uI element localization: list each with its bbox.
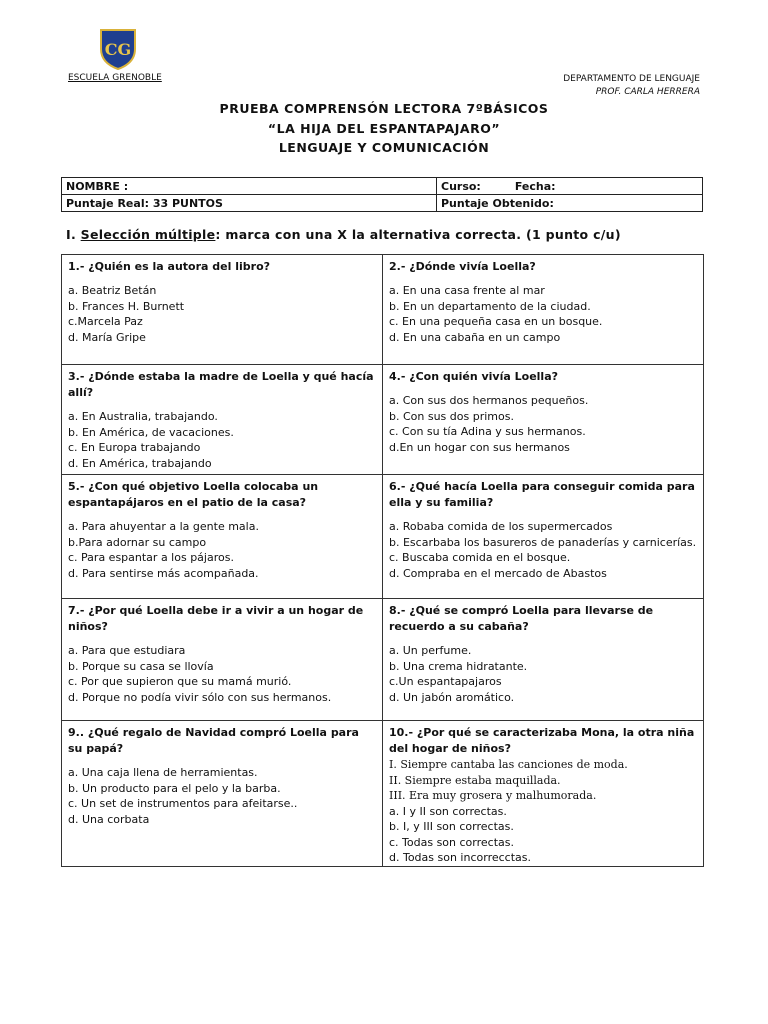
option[interactable]: c. Buscaba comida en el bosque. <box>389 551 571 564</box>
teacher-name: PROF. CARLA HERRERA <box>595 87 700 97</box>
test-title: PRUEBA COMPRENSÓN LECTORA 7ºBÁSICOS <box>219 101 549 116</box>
question-cell <box>383 599 704 721</box>
instructions-text: : marca con una X la alternativa correcta. (1 punto c/u) <box>215 227 621 242</box>
option[interactable]: b. Un producto para el pelo y la barba. <box>68 781 281 795</box>
option[interactable]: a. Robaba comida de los supermercados <box>389 520 613 533</box>
option[interactable]: c. Con su tía Adina y sus hermanos. <box>389 425 586 438</box>
section-number: I. <box>66 227 76 242</box>
option[interactable]: b. Porque su casa se llovía <box>68 659 214 673</box>
subject-title: LENGUAJE Y COMUNICACIÓN <box>278 140 490 155</box>
question-cell <box>383 475 704 599</box>
question-options <box>389 393 697 455</box>
question-cell <box>62 475 383 599</box>
option[interactable]: a. Para ahuyentar a la gente mala. <box>68 520 259 533</box>
option[interactable]: b. Frances H. Burnett <box>68 299 185 313</box>
department-block <box>563 73 700 99</box>
option[interactable]: d. Un jabón aromático. <box>389 690 515 704</box>
option[interactable]: b.Para adornar su campo <box>68 535 207 549</box>
question-text: 10.- ¿Por qué se caracterizaba Mona, la otra niña del hogar de niños? <box>389 726 695 755</box>
option[interactable]: a. En una casa frente al mar <box>389 284 545 297</box>
option[interactable]: d.En un hogar con sus hermanos <box>389 440 570 454</box>
question-cell <box>62 599 383 721</box>
question-options <box>68 643 376 705</box>
question-cell <box>383 365 704 475</box>
department-name: DEPARTAMENTO DE LENGUAJE <box>563 74 700 84</box>
question-options <box>68 765 376 827</box>
question-options <box>389 643 697 705</box>
option[interactable]: c. Por que supieron que su mamá murió. <box>68 675 292 688</box>
option[interactable]: c. Para espantar a los pájaros. <box>68 551 234 564</box>
option[interactable]: c. En una pequeña casa en un bosque. <box>389 315 603 328</box>
svg-text:CG: CG <box>104 40 132 59</box>
question-options <box>68 519 376 581</box>
fecha-field[interactable]: Fecha: <box>514 179 556 193</box>
option[interactable]: a. Con sus dos hermanos pequeños. <box>389 394 589 407</box>
option[interactable]: a. I y II son correctas. <box>389 804 507 818</box>
option[interactable]: c.Un espantapajaros <box>389 675 502 688</box>
option[interactable]: b. I, y III son correctas. <box>389 820 514 833</box>
option[interactable]: b. Una crema hidratante. <box>389 659 528 673</box>
question-cell <box>383 255 704 365</box>
option[interactable]: c.Marcela Paz <box>68 315 143 328</box>
question-statements <box>389 757 697 804</box>
option[interactable]: d. Una corbata <box>68 812 150 826</box>
question-cell <box>62 721 383 867</box>
puntaje-obtenido-field[interactable]: Puntaje Obtenido: <box>437 195 703 212</box>
question-text: 9.. ¿Qué regalo de Navidad compró Loella para su papá? <box>68 726 359 755</box>
curso-fecha-cell <box>437 178 703 195</box>
option[interactable]: b. En un departamento de la ciudad. <box>389 299 591 313</box>
question-text: 6.- ¿Qué hacía Loella para conseguir comida para ella y su familia? <box>389 480 695 509</box>
question-text: 5.- ¿Con qué objetivo Loella colocaba un espantapájaros en el patio de la casa? <box>68 480 319 509</box>
question-text: 3.- ¿Dónde estaba la madre de Loella y qué hacía allí? <box>68 370 374 399</box>
section-name: Selección múltiple <box>80 227 216 242</box>
statement: II. Siempre estaba maquillada. <box>389 773 561 787</box>
option[interactable]: a. Un perfume. <box>389 644 472 657</box>
curso-field[interactable]: Curso: <box>441 179 481 193</box>
statement: III. Era muy grosera y malhumorada. <box>389 789 597 802</box>
question-text: 2.- ¿Dónde vivía Loella? <box>389 260 536 273</box>
question-text: 8.- ¿Qué se compró Loella para llevarse de recuerdo a su cabaña? <box>389 604 654 633</box>
option[interactable]: d. Porque no podía vivir sólo con sus hermanos. <box>68 690 332 704</box>
option[interactable]: d. María Gripe <box>68 330 146 344</box>
title-block <box>0 99 768 158</box>
nombre-field[interactable]: NOMBRE : <box>62 178 437 195</box>
question-cell <box>62 255 383 365</box>
question-options <box>68 409 376 471</box>
option[interactable]: a. Una caja llena de herramientas. <box>68 766 258 779</box>
section-instructions <box>66 227 621 242</box>
puntaje-real: Puntaje Real: 33 PUNTOS <box>62 195 437 212</box>
option[interactable]: c. Un set de instrumentos para afeitarse.. <box>68 797 298 810</box>
question-text: 1.- ¿Quién es la autora del libro? <box>68 260 271 273</box>
option[interactable]: a. Beatriz Betán <box>68 284 157 297</box>
question-cell <box>62 365 383 475</box>
option[interactable]: d. Para sentirse más acompañada. <box>68 566 259 580</box>
option[interactable]: d. Compraba en el mercado de Abastos <box>389 566 607 580</box>
question-options <box>389 804 697 866</box>
school-name: ESCUELA GRENOBLE <box>68 73 162 83</box>
option[interactable]: b. Con sus dos primos. <box>389 409 514 423</box>
option[interactable]: d. En América, trabajando <box>68 456 212 470</box>
option[interactable]: d. Todas son incorrecctas. <box>389 851 531 864</box>
question-options <box>68 283 376 345</box>
question-text: 7.- ¿Por qué Loella debe ir a vivir a un hogar de niños? <box>68 604 364 633</box>
option[interactable]: a. En Australia, trabajando. <box>68 410 218 423</box>
question-options <box>389 519 697 581</box>
question-options <box>389 283 697 345</box>
option[interactable]: d. En una cabaña en un campo <box>389 330 561 344</box>
statement: I. Siempre cantaba las canciones de moda. <box>389 758 628 771</box>
option[interactable]: b. Escarbaba los basureros de panaderías y carnicerías. <box>389 535 697 549</box>
book-title: “LA HIJA DEL ESPANTAPAJARO” <box>267 120 501 136</box>
school-logo <box>98 27 138 71</box>
questions-table <box>61 254 704 867</box>
option[interactable]: c. Todas son correctas. <box>389 835 514 849</box>
question-cell <box>383 721 704 867</box>
option[interactable]: b. En América, de vacaciones. <box>68 425 234 439</box>
question-text: 4.- ¿Con quién vivía Loella? <box>389 370 559 383</box>
option[interactable]: a. Para que estudiara <box>68 644 186 657</box>
student-info-table <box>61 177 703 212</box>
option[interactable]: c. En Europa trabajando <box>68 441 201 454</box>
